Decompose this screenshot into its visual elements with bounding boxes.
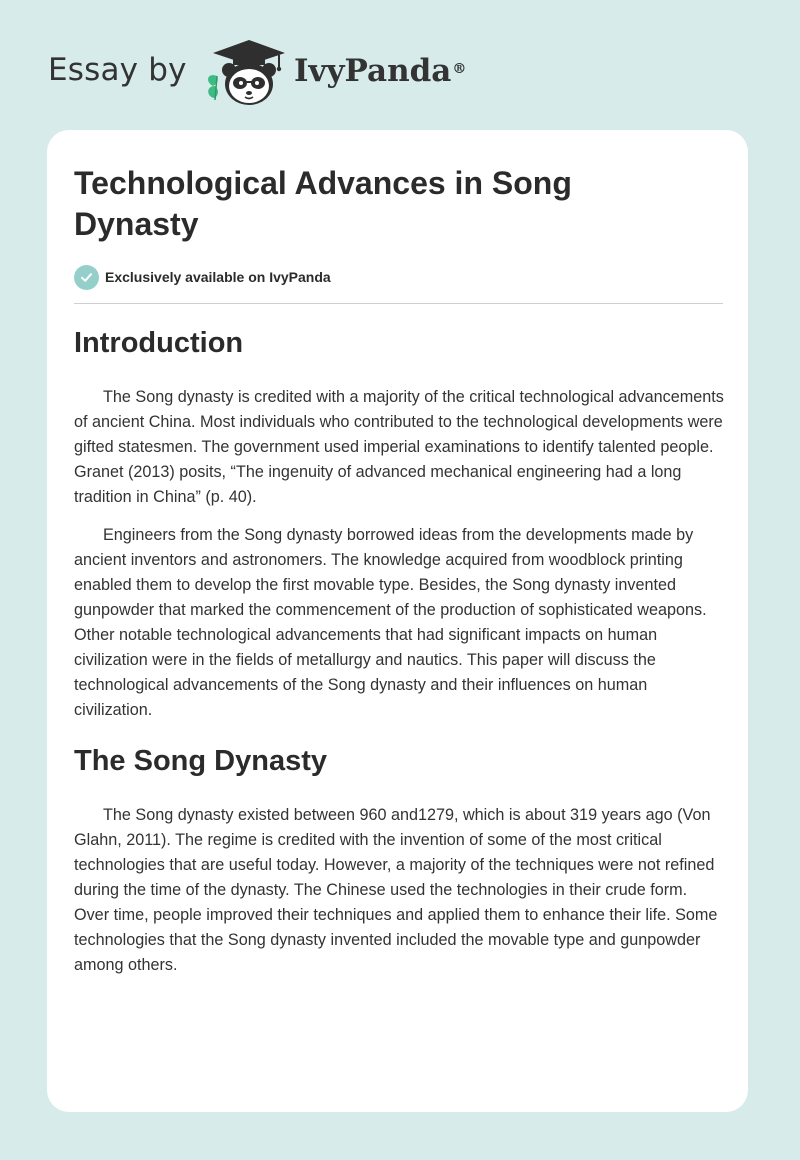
brand-logo[interactable]	[294, 50, 466, 92]
site-header	[0, 0, 800, 130]
exclusive-label: Exclusively available on IvyPanda	[105, 269, 331, 285]
page-title: Technological Advances in Song Dynasty	[74, 165, 572, 242]
panda-graduate-icon[interactable]	[203, 36, 289, 108]
paragraph: The Song dynasty is credited with a majority of the critical technological advancements of ancient China. Most individuals who contributed to the technological developments were gifted statesmen. The government used imperial examinations to identify talented people. Granet (2013) posits, “The ingenuity of advanced mechanical engineering had a long tradition in China” (p. 40).	[74, 388, 724, 506]
title-divider	[74, 303, 723, 304]
section-heading-introduction: Introduction	[74, 327, 244, 359]
registered-mark: ®	[452, 61, 467, 77]
paragraph: Engineers from the Song dynasty borrowed ideas from the developments made by ancient inventors and astronomers. The knowledge acquired from woodblock printing enabled them to develop the first movable type. Besides, the Song dynasty invented gunpowder that marked the commencement of the production of sophisticated weapons. Other notable technological advancements that had significant impacts on human civilization were in the fields of metallurgy and nautics. This paper will discuss the technological advancements of the Song dynasty and their influences on human civilization.	[74, 526, 707, 719]
essay-by-label: Essay by	[48, 52, 187, 88]
section-heading-song-dynasty: The Song Dynasty	[74, 745, 327, 777]
essay-card	[47, 130, 748, 1112]
paragraph: The Song dynasty existed between 960 and1279, which is about 319 years ago (Von Glahn, 2011). The regime is credited with the invention of some of the most critical technologies that are useful today. However, a majority of the techniques were not refined during the time of the dynasty. The Chinese used the technologies in their crude form. Over time, people improved their techniques and applied them to enhance their life. Some technologies that the Song dynasty invented included the movable type and gunpowder among others.	[74, 806, 718, 974]
check-circle-icon	[74, 265, 99, 290]
exclusive-badge	[74, 264, 331, 290]
essay-body	[74, 322, 724, 978]
brand-name: IvyPanda	[294, 53, 452, 89]
